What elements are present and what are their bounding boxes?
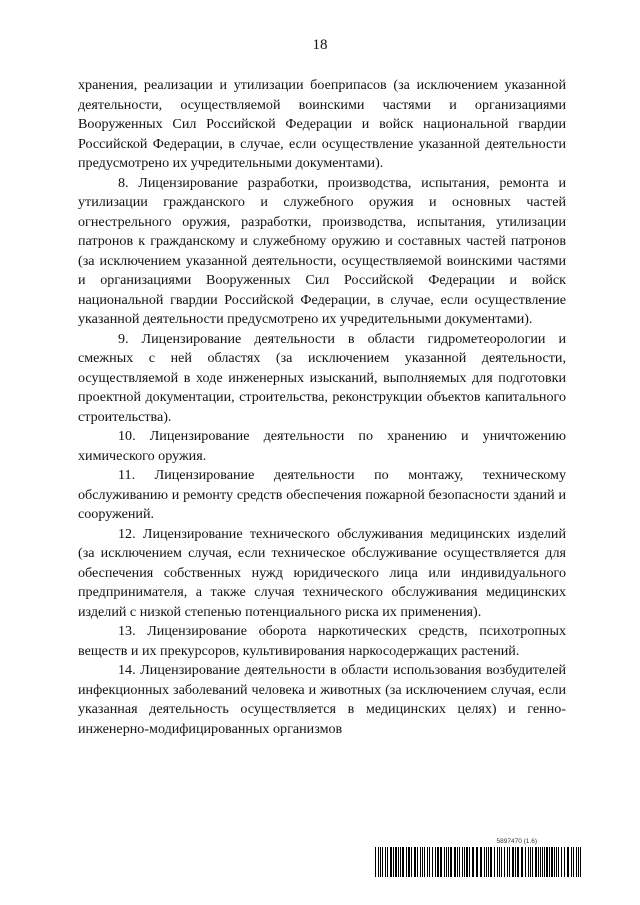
- barcode-block: [375, 838, 585, 878]
- paragraph-continuation: хранения, реализации и утилизации боеприпасов (за исключением указанной деятельности, осуществляемой воинскими частями и организациями Вооруженных Сил Российской Федерации и войск национальной гвардии Российской Федерации, в случае, если осуществление указанной деятельности предусмотрено их учредительными документами).: [78, 77, 566, 171]
- paragraph-item-14: 14. Лицензирование деятельности в области использования возбудителей инфекционных заболеваний человека и животных (за исключением случая, если указанная деятельность осуществляется в медицинских целях) и генно-инженерно-модифицированных организмов: [78, 662, 566, 737]
- paragraph-item-8: 8. Лицензирование разработки, производства, испытания, ремонта и утилизации гражданского и служебного оружия и основных частей огнестрельного оружия, разработки, производства, испытания, утилизации патронов к гражданскому и служебному оружию и составных частей патронов (за исключением указанной деятельности, осуществляемой воинскими частями и организациями Вооруженных Сил Российской Федерации и войск национальной гвардии Российской Федерации, в случае, если осуществление указанной деятельности предусмотрено их учредительными документами).: [78, 174, 566, 327]
- paragraph-item-12: 12. Лицензирование технического обслуживания медицинских изделий (за исключением случая, если техническое обслуживание осуществляется для обеспечения собственных нужд юридического лица или индивидуального предпринимателя, а также случая технического обслуживания медицинских изделий с низкой степенью потенциального риска их применения).: [78, 525, 566, 620]
- paragraph-item-10: 10. Лицензирование деятельности по хранению и уничтожению химического оружия.: [78, 428, 566, 464]
- barcode-number: 5897470 (1.6): [496, 838, 537, 845]
- page-number: 18: [312, 37, 328, 53]
- barcode: [375, 847, 585, 877]
- paragraph-item-9: 9. Лицензирование деятельности в области гидрометеорологии и смежных с ней областях (за исключением указанной деятельности, осуществляемой в ходе инженерных изысканий, выполняемых для подготовки проектной документации, строительства, реконструкции объектов капитального строительства).: [78, 330, 566, 425]
- paragraph-item-11: 11. Лицензирование деятельности по монтажу, техническому обслуживанию и ремонту средств обеспечения пожарной безопасности зданий и сооружений.: [78, 467, 566, 522]
- document-body: [78, 76, 566, 739]
- paragraph-item-13: 13. Лицензирование оборота наркотических средств, психотропных веществ и их прекурсоров, культивирования наркосодержащих растений.: [78, 623, 566, 659]
